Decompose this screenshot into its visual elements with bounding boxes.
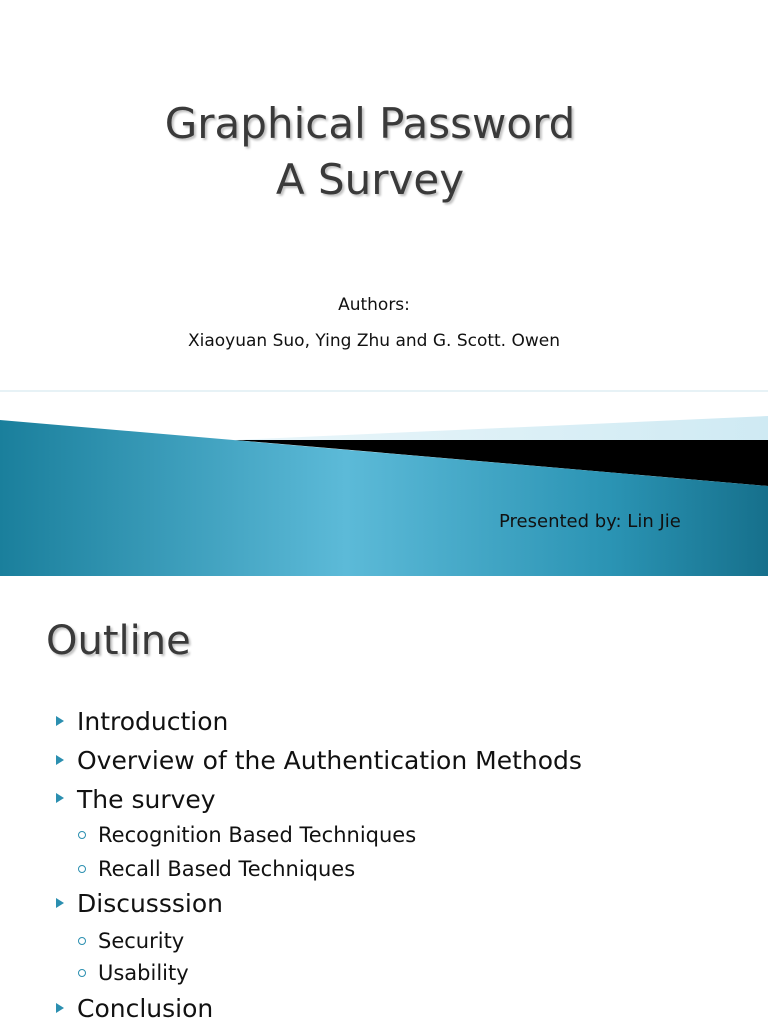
outline-item: Overview of the Authentication Methods <box>77 746 582 775</box>
triangle-bullet-icon <box>56 793 64 803</box>
outline-item: Introduction <box>77 707 229 736</box>
outline-subitem: Recognition Based Techniques <box>98 823 417 847</box>
band-light-wedge <box>235 416 768 440</box>
decorative-band <box>0 388 768 576</box>
outline-subitem: Usability <box>98 961 189 985</box>
presenter-label: Presented by: Lin Jie <box>499 511 681 532</box>
ring-bullet-icon <box>78 831 86 839</box>
authors-names: Xiaoyuan Suo, Ying Zhu and G. Scott. Owen <box>187 331 561 351</box>
triangle-bullet-icon <box>56 755 64 765</box>
triangle-bullet-icon <box>56 898 64 908</box>
outline-list <box>0 576 768 1024</box>
ring-bullet-icon <box>78 969 86 977</box>
outline-subitem: Security <box>98 929 185 953</box>
triangle-bullet-icon <box>56 1003 64 1013</box>
title-line-2: A Survey <box>275 155 465 204</box>
title-line-1: Graphical Password <box>164 99 576 148</box>
outline-item: The survey <box>77 785 216 814</box>
outline-item: Discusssion <box>77 889 223 918</box>
ring-bullet-icon <box>78 937 86 945</box>
authors-label: Authors: <box>338 295 410 315</box>
outline-subitem: Recall Based Techniques <box>98 857 356 881</box>
ring-bullet-icon <box>78 865 86 873</box>
triangle-bullet-icon <box>56 716 64 726</box>
outline-slide <box>0 576 768 1024</box>
outline-item: Conclusion <box>77 994 214 1023</box>
slide-title <box>0 96 740 208</box>
outline-title: Outline <box>46 618 191 664</box>
